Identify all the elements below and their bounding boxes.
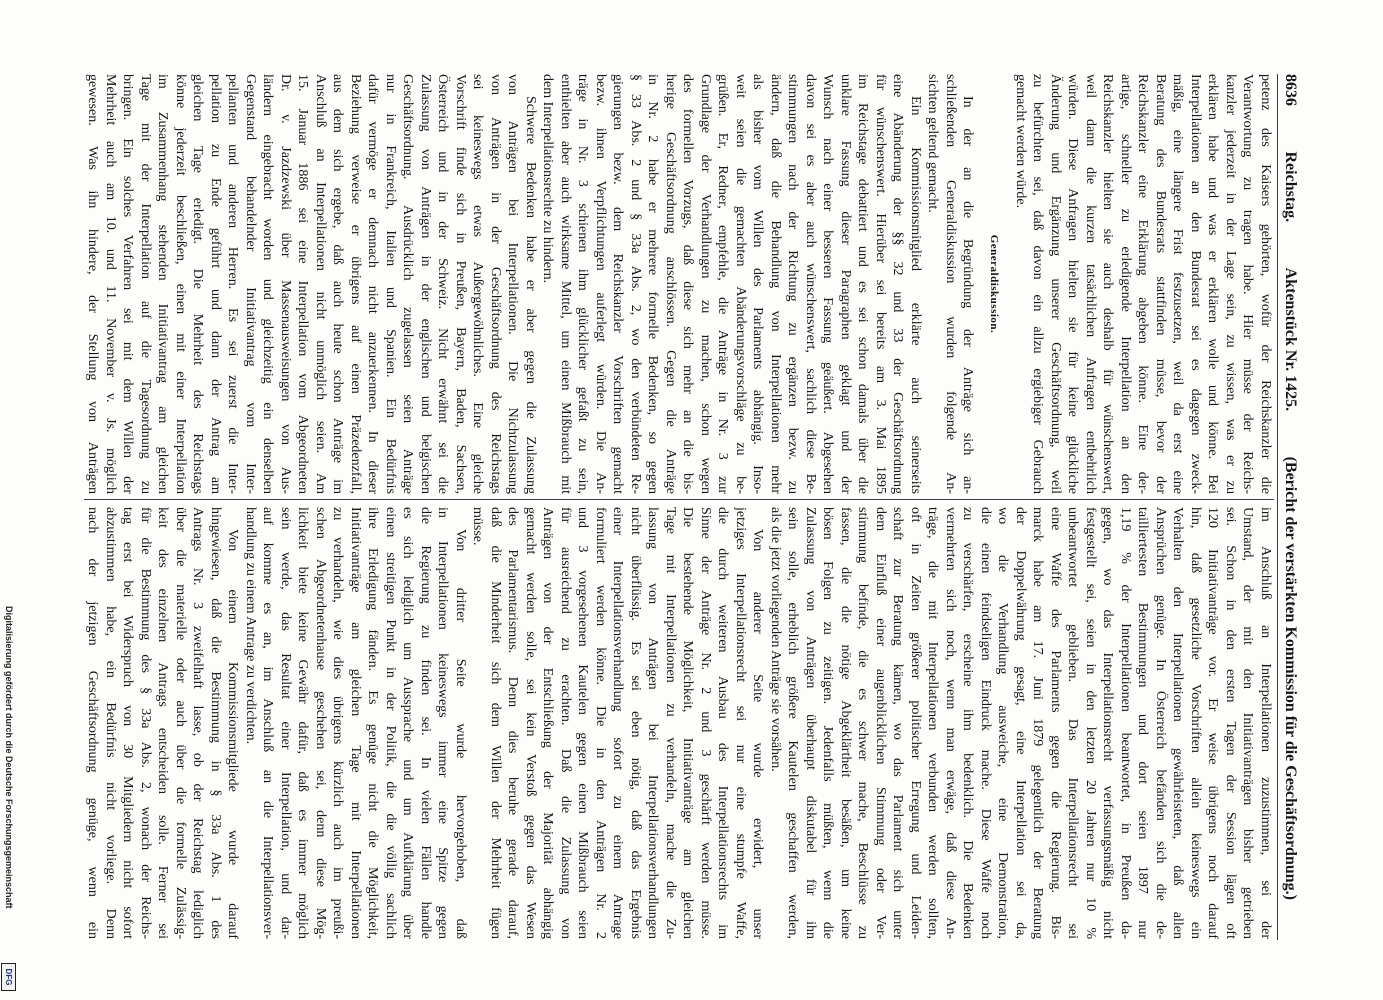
text-line: jetziges Interpellationsrecht sei nur eine stumpfe Waffe, [733,507,748,939]
column-divider [84,499,1274,500]
text-line: grüßen. Er, Redner, empfehle, die Anträge in Nr. 3 zur [715,74,731,494]
text-line: für wünschenswert. Hierüber sei bereits am 3. Mai 1895 [873,74,888,494]
text-line: Österreich und in der Schweiz. Nicht erwähnt sei die [435,74,451,494]
page-header [1281,74,1299,900]
text-line: Zulassung von Anträgen in der englischen und belgischen [418,74,433,494]
paragraph [924,74,977,494]
text-line: unbeantwortet geblieben. Das Interpellationsrecht sei [1065,507,1081,939]
paragraph [767,507,1275,939]
text-line: sei. Schon in den ersten Tagen der Session lägen oft [1223,507,1238,939]
text-line: träge, die mit Interpellationen verbunden werden sollten, [925,507,941,939]
text-line: im Anschluß an Interpellationen zuzustimmen, sei der [1258,507,1273,939]
text-line: lassung von Anträgen bei Interpellationsverhandlungen [645,507,661,939]
text-line: von Anträgen bei Interpellationen. Die Nichtzulassung [505,74,521,494]
text-line: Beziehung verweise er übrigens auf einen Präzedenzfall, [348,74,363,494]
text-line: Umstand, der mit den Initiativanträgen bisher getrieben [1240,507,1256,939]
text-line: 120 Initiativanträge vor. Er weise übrigens noch darauf [1205,507,1221,939]
text-line: Ein Kommissionsmitglied erklärte auch seinerseits [908,96,923,494]
section-heading: Generaldiskussion. [988,234,1001,334]
text-line: sei keineswegs etwas Außergewöhnliches. Eine gleiche [470,74,486,494]
text-line: Grundlage der Verhandlungen zu machen, schon wegen [698,74,713,494]
text-line: lichkeit biete keine Gewähr dafür, daß es immer möglich [295,507,311,939]
text-line: auf komme es an, im Anschluß an die Interpellationsver- [260,507,276,939]
text-line: Vorschrift finde sich in Preußen, Bayern, Baden, Sachsen, [453,74,468,494]
page-number: 8636 [1282,74,1299,106]
text-line: gleichen Tage erledigt. Die Mehrheit des Reichstags [190,74,206,494]
text-line: Ansprüchen genüge. In Österreich befänden sich die de- [1153,507,1168,939]
text-line: fassen, die die nötige Abgeklärtheit besäßen, um keine [838,507,853,939]
text-line: eine Waffe des Parlaments gegen die Regierung. Bis- [1048,507,1063,939]
text-line: daß die Minderheit sich dem Willen der Mehrheit fügen [488,507,503,939]
text-line: einen streitigen Punkt in der Politik, die die völlig sachlich [383,507,398,939]
text-line: bösen Folgen zu zeitigen. Jedenfalls müßten, wenn die [820,507,836,939]
text-line: eine Abänderung der §§ 32 und 33 der Geschäftsordnung [890,74,906,494]
text-line: mäßig, eine längere Frist festzusetzen, weil da erst eine [1170,74,1186,494]
text-line: vermehrten sich noch, wenn man erwäge, daß diese An- [943,507,958,939]
text-line: Von dritter Seite wurde hervorgehoben, daß [453,529,468,939]
text-line: ihre Erledigung fänden. Es genüge nicht die Möglichkeit, [365,507,381,939]
text-line: schließenden Generaldiskussion wurden folgende An- [943,74,958,494]
text-line: sein werde, das Resultat einer Interpellation, und dar- [278,507,293,939]
text-line: Verantwortung zu tragen habe. Hier müsse der Reichs- [1240,74,1256,494]
text-line: tag erst bei Widerspruch von 30 Mitgliedern nicht sofort [120,507,136,939]
text-line: dem Interpellationsrechte zu hindern. [540,74,556,284]
text-line: Verhalten den Interpellationen gewährleisteten, daß allen [1170,507,1186,939]
text-line: Wunsch nach einer besseren Fassung geäußert. Abgesehen [820,74,836,494]
text-line: Initiativanträge am gleichen Tage mit Interpellationen [348,507,363,939]
text-line: bringen. Ein solches Verfahren sei mit dem Willen der [120,74,136,494]
text-line: von Anträgen in der Geschäftsordnung des Reichstags [488,74,503,494]
header-rule [1277,74,1278,940]
text-line: pellation zu Ende geführt und dann der Antrag am [208,74,223,494]
digitization-credit: Digitalisierung gefördert durch die Deutsche Forschungsgemeinschaft [4,606,14,909]
text-line: 1,19 % der Interpellationen beantwortet, in Preußen da- [1118,507,1133,939]
text-line: Von einem Kommissionsmitgliede wurde darauf [225,529,241,939]
text-line: ändern, daß die Behandlung von Interpellationen mehr [768,74,783,494]
text-line: unklare Fassung dieser Paragraphen geklagt und der [838,74,853,494]
text-line: oft in Zeiten größerer politischer Erregung und Leiden- [908,507,923,939]
text-line: in Interpellationen keineswegs immer eine Spitze gegen [435,507,451,939]
text-line: sichten geltend gemacht. [925,74,941,213]
text-line: 15. Januar 1886 sei eine Interpellation vom Abgeordneten [295,74,311,494]
text-line: § 33 Abs. 2 und § 33a Abs. 2, wo den verbündeten Re- [628,74,643,494]
text-line: davon sei es aber auch wünschenswert, sachlich diese Be- [803,74,818,494]
text-line: zu befürchten sei, daß davon ein allzu ergiebiger Gebrauch [1030,74,1046,494]
text-line: dem Einfluß einer augenblicklichen Stimmung oder Ver- [873,507,888,939]
text-line: Geschäftsordnung. Ausdrücklich zugelassen seien Anträge [400,74,416,494]
text-line: die durch weiteren Ausbau des Interpellationsrechts im [715,507,731,939]
paragraph [539,74,924,494]
text-line: Beratung des Bundesrats stattfinden müsse, bevor der [1153,74,1168,494]
header-section: Reichstag. [1282,151,1299,223]
text-line: gemacht werden solle, sei kein Verstoß gegen das Wesen [523,507,538,939]
text-line: Anschluß an Interpellationen nicht unmöglich seien. Am [313,74,328,494]
text-line: Von anderer Seite wurde erwidert, unser [750,529,766,939]
text-line: Reichskanzler hielten sie auch deshalb für wünschenswert, [1100,74,1116,494]
text-line: könne jederzeit beschließen, einen mit einer Interpellation [173,74,188,494]
text-line: erklären habe und was er erklären wolle und könne. Bei [1205,74,1221,494]
text-line: Sinne der Anträge Nr. 2 und 3 geschärft werden müsse. [698,507,713,939]
text-line: Zulassung von Anträgen überhaupt diskutabel für ihn [803,507,818,939]
text-line: nicht überflüssig. Es sei eben nötig, daß das Ergebnis [628,507,643,939]
text-line: in Nr. 2 habe er mehrere formelle Bedenken, so gegen [645,74,661,494]
text-line: die Regierung zu finden sei. In vielen Fällen handle [418,507,433,939]
text-line: für die Bestimmung des § 33a Abs. 2, wonach der Reichs- [138,507,153,939]
text-line: es sich lediglich um Aussprache und um Aufklärung über [400,507,416,939]
text-line: über die materielle oder auch über die formelle Zulässig- [173,507,188,939]
text-line: müsse. [470,507,486,546]
text-line: hin, daß gesetzliche Vorschriften allein keineswegs ein [1188,507,1203,939]
text-line: festgestellt sei, seien in den letzten 20 Jahren nur 10 % [1083,507,1098,939]
text-line: Reichskanzler eine Erklärung abgeben könne. Eine der- [1135,74,1151,494]
text-line: des formellen Vorzugs, daß diese sich mehr an die bis- [680,74,696,494]
text-line: marck habe am 17. Juni 1879 gelegentlich der Beratung [1030,507,1046,939]
text-line: als bisher vom Willen des Parlaments abhängig. Inso- [750,74,766,494]
paragraph [242,507,470,939]
text-line: einer Interpellationsverhandlung sofort zu einem Antrage [610,507,626,939]
text-line: weit seien die gemachten Abänderungsvorschläge zu be- [733,74,748,494]
right-column [84,507,1274,939]
header-title: (Bericht der verstärkten Kommission für die Geschäftsordnung.) [1282,456,1299,900]
text-line: Interpellationen an den Bundesrat sei es dagegen zweck- [1188,74,1203,494]
header-document: Aktenstück Nr. 1425. [1282,267,1299,412]
text-line: die einen feindseligen Eindruck mache. Diese Waffe noch [978,507,993,939]
text-line: weil dann die kurzen tatsächlichen Anfragen entbehrlich [1083,74,1098,494]
text-line: Tage mit Interpellationen zu verhandeln, mache die Zu- [663,507,678,939]
text-line: zu verhandeln, wie dies übrigens kürzlich auch im preußi- [330,507,346,939]
text-line: ländern eingebracht worden und gleichzeitig ein denselben [260,74,276,494]
text-line: Anträgen von der Entschließung der Majorität abhängig [540,507,556,939]
text-line: im Zusammenhang stehenden Initiativantrag am gleichen [155,74,171,494]
text-line: formuliert werden könne. Die in den Anträgen Nr. 2 [593,507,608,939]
text-line: nach der jetzigen Geschäftsordnung genüge, wenn ein [85,507,101,939]
text-line: Dr. v. Jazdzewski über Massenausweisungen von Aus- [278,74,293,494]
text-line: Änderung und Ergänzung unserer Geschäftsordnung, weil [1048,74,1063,494]
text-line: und 3 vorgesehenen Kautelen gegen einen Mißbrauch seien [575,507,591,939]
text-line: In der an die Begründung der Anträge sich an- [960,96,976,494]
text-line: im Reichstage debattiert und es sei schon damals über die [855,74,871,494]
text-line: nur in Frankreich, Italien und Spanien. Ein Bedürfnis [383,74,398,494]
text-line: aus dem sich ergebe, daß auch heute schon Anträge im [330,74,346,494]
text-line: Gegenstand behandelnder Initiativantrag vom Inter- [243,74,258,494]
text-line: des Parlamentarismus. Denn dies beruhe gerade darauf, [505,507,521,939]
paragraph [1012,74,1275,494]
text-line: petenz des Kaisers gehörten, wofür der Reichskanzler die [1258,74,1273,494]
text-line: sein solle, erheblich größere Kautelen geschaffen werden, [785,507,801,939]
text-line: hingewiesen, daß die Bestimmung in § 33a Abs. 1 des [208,507,223,939]
text-line: tailliertesten Bestimmungen und dort seien 1897 nur [1135,507,1151,939]
text-line: bezw. ihnen Verpflichtungen auferlegt würden. Die An- [593,74,608,494]
text-line: gemacht werden würde. [1013,74,1028,209]
text-line: enthielten aber auch wirksame Mittel, um einen Mißbrauch mit [558,74,573,494]
text-line: für ausreichend zu erachten. Daß die Zulassung von [558,507,573,939]
text-line: Tage mit der Interpellation auf die Tagesordnung zu [138,74,153,494]
text-line: wo die Verhandlung ausweiche, eine Demonstration, [995,507,1011,939]
text-line: herige Geschäftsordnung anschlössen. Gegen die Anträge [663,74,678,494]
text-line: als die jetzt vorliegenden Anträge sie vorsähen. [768,507,783,772]
text-line: pellanten und anderen Herren. Es sei zuerst die Inter- [225,74,241,494]
text-line: stimmung befinde, die es schwer mache, Beschlüsse zu [855,507,871,939]
text-line: dafür vermöge er demnach nicht anzuerkennen. In dieser [365,74,381,494]
text-line: Antrags Nr. 3 zweifelhaft lasse, ob der Reichstag lediglich [190,507,206,939]
text-line: stimmungen nach der Richtung zu ergänzen bezw. zu [785,74,801,494]
text-line: abzustimmen habe, ein Bedürfnis nicht vorliege. Denn [103,507,118,939]
text-line: Mehrheit auch am 10. und 11. November v. Js. möglich [103,74,118,494]
text-line: keit des einzelnen Antrags entscheiden solle. Ferner sei [155,507,171,939]
text-line: zu verschärfen, erscheine ihm bedenklich. Die Bedenken [960,507,976,939]
text-line: Die bestehende Möglichkeit, Initiativanträge am gleichen [680,507,696,939]
text-line: gewesen. Was ihn hindere, der Stellung von Anträgen [85,74,101,494]
text-line: der Doppelwährung gesagt, eine Interpellation sei da, [1013,507,1028,939]
left-column [84,74,1274,494]
text-line: träge in Nr. 3 schienen ihm glücklicher gefaßt zu sein, [575,74,591,494]
text-line: kanzler jederzeit in der Lage sein, zu wissen, was er zu [1223,74,1238,494]
paragraph [84,507,242,939]
dfg-logo: DFG [1,963,16,991]
paragraph [469,507,767,939]
text-line: gegen, wo das Interpellationsrecht verfassungsmäßig nicht [1100,507,1116,939]
text-line: schaft zur Beratung kämen, wo das Parlament sich unter [890,507,906,939]
text-line: schen Abgeordnetenhause geschehen sei, denn diese Mög- [313,507,328,939]
text-line: würden. Diese Anfragen hielten sie für keine glückliche [1065,74,1081,494]
text-line: handlung zu einem Antrage zu verdichten. [243,507,258,745]
text-line: Schwere Bedenken habe er aber gegen die Zulassung [523,96,538,494]
paragraph [84,74,539,494]
text-line: gierungen bezw. dem Reichskanzler Vorschriften gemacht [610,74,626,494]
text-line: artige, schneller zu erledigende Interpellation an den [1118,74,1133,494]
